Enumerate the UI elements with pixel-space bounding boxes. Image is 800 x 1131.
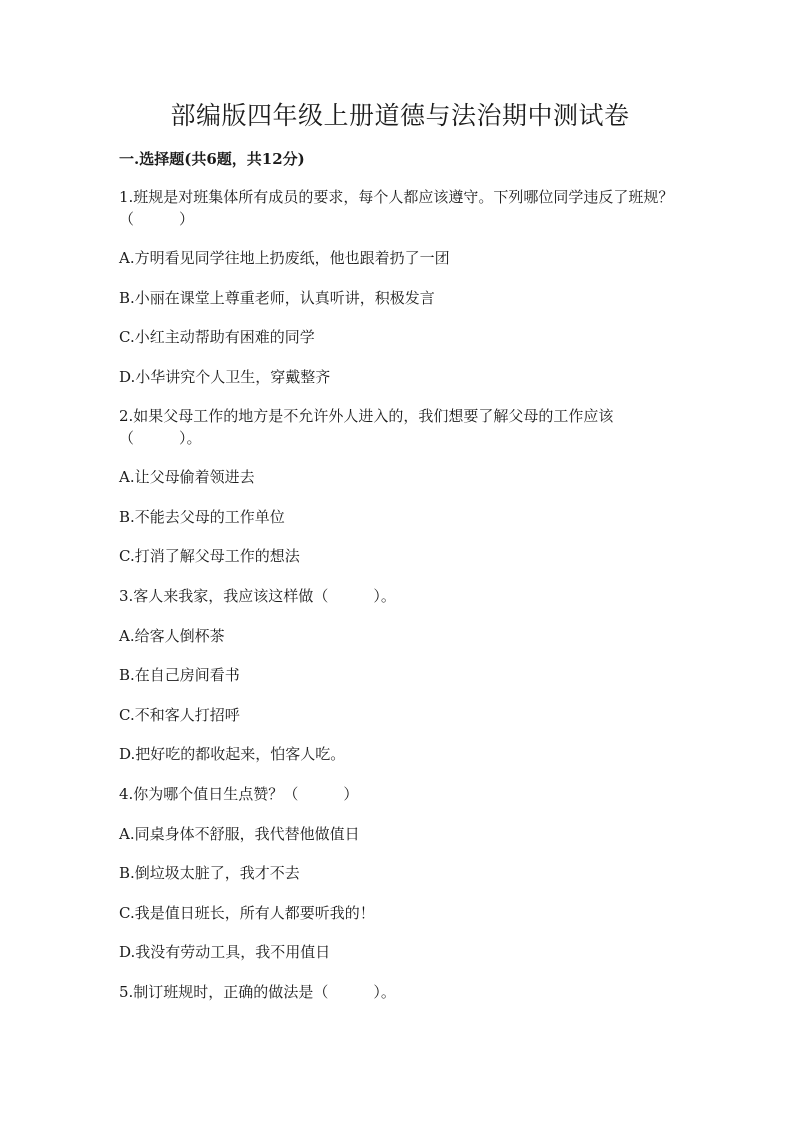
question-4-option-c: C.我是值日班长，所有人都要听我的！: [119, 904, 375, 922]
question-5-stem: 5.制订班规时，正确的做法是（ ）。: [119, 983, 396, 1001]
question-4-option-a: A.同桌身体不舒服，我代替他做值日: [119, 825, 360, 843]
question-1-option-a: A.方明看见同学往地上扔废纸，他也跟着扔了一团: [119, 249, 450, 267]
question-4-option-b: B.倒垃圾太脏了，我才不去: [119, 864, 300, 882]
question-1-option-c: C.小红主动帮助有困难的同学: [119, 328, 315, 346]
question-3-option-a: A.给客人倒杯茶: [119, 627, 225, 645]
question-3-option-d: D.把好吃的都收起来，怕客人吃。: [119, 745, 346, 763]
question-3-option-b: B.在自己房间看书: [119, 666, 240, 684]
section-heading: 一.选择题(共6题，共12分): [119, 150, 305, 168]
question-2-option-c: C.打消了解父母工作的想法: [119, 547, 300, 565]
question-4-option-d: D.我没有劳动工具，我不用值日: [119, 943, 331, 961]
question-1-stem: 1.班规是对班集体所有成员的要求，每个人都应该遵守。下列哪位同学违反了班规？（ ）: [119, 188, 674, 228]
question-3-option-c: C.不和客人打招呼: [119, 706, 240, 724]
question-4-stem: 4.你为哪个值日生点赞？（ ）: [119, 785, 359, 803]
page-title: 部编版四年级上册道德与法治期中测试卷: [170, 101, 630, 130]
question-2-option-b: B.不能去父母的工作单位: [119, 508, 285, 526]
question-1-option-d: D.小华讲究个人卫生，穿戴整齐: [119, 368, 331, 386]
question-2-stem: 2.如果父母工作的地方是不允许外人进入的，我们想要了解父母的工作应该（ ）。: [119, 407, 614, 447]
question-2-option-a: A.让父母偷着领进去: [119, 468, 255, 486]
question-3-stem: 3.客人来我家，我应该这样做（ ）。: [119, 587, 396, 605]
question-1-option-b: B.小丽在课堂上尊重老师，认真听讲，积极发言: [119, 289, 435, 307]
